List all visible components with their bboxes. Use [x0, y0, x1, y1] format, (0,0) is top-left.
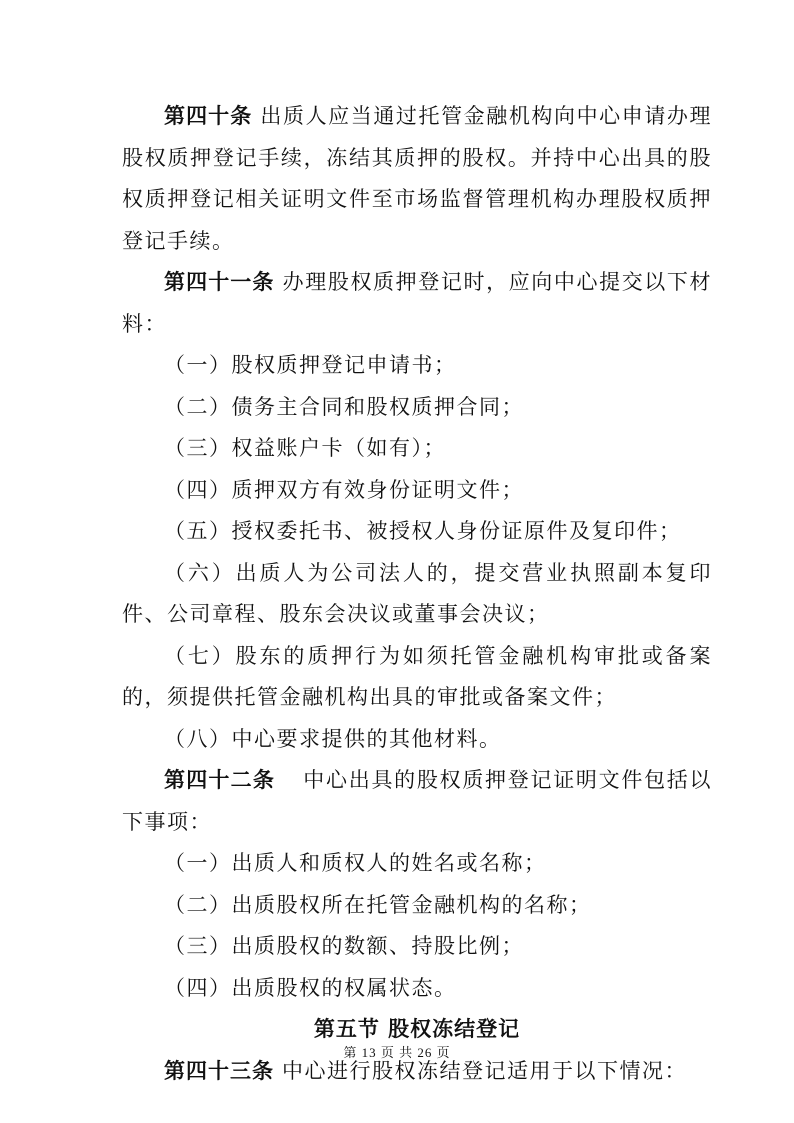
- list-item: （二）出质股权所在托管金融机构的名称；: [164, 892, 592, 917]
- article-heading: 第四十三条: [164, 1058, 274, 1083]
- list-item: （一）股权质押登记申请书；: [164, 353, 457, 377]
- page-number-footer: 第 13 页 共 26 页: [343, 1045, 451, 1060]
- list-item: （七）股东的质押行为如须托管金融机构审批或备案的，须提供托管金融机构出具的审批或备案文件；: [122, 643, 712, 709]
- article-heading: 第四十二条: [164, 768, 276, 792]
- list-item: （三）权益账户卡（如有）；: [164, 436, 446, 460]
- article-text: 出质人应当通过托管金融机构向中心申请办理股权质押登记手续，冻结其质押的股权。并持中心出具的股权质押登记相关证明文件至市场监督管理机构办理股权质押登记手续。: [122, 104, 713, 253]
- article-text: 中心进行股权冻结登记适用于以下情况：: [282, 1058, 687, 1083]
- list-item: （四）质押双方有效身份证明文件；: [164, 477, 524, 502]
- list-item: （八）中心要求提供的其他材料。: [164, 726, 502, 751]
- article-text: 中心出具的股权质押登记证明文件包括以下事项：: [122, 768, 713, 834]
- document-body: [122, 96, 712, 1092]
- article-heading: 第四十条: [164, 104, 253, 128]
- article-42: [122, 760, 712, 843]
- list-item: （三）出质股权的数额、持股比例；: [164, 934, 524, 958]
- article-40: [122, 96, 712, 262]
- list-item: （六）出质人为公司法人的，提交营业执照副本复印件、公司章程、股东会决议或董事会决议；: [122, 560, 712, 626]
- article-41: [122, 262, 712, 345]
- list-item: （五）授权委托书、被授权人身份证原件及复印件；: [164, 519, 682, 543]
- article-text: 办理股权质押登记时，应向中心提交以下材料：: [122, 270, 713, 336]
- article-heading: 第四十一条: [164, 270, 275, 294]
- list-item: （一）出质人和质权人的姓名或名称；: [164, 851, 547, 875]
- list-item: （四）出质股权的权属状态。: [164, 975, 457, 1000]
- list-item: （二）债务主合同和股权质押合同；: [164, 394, 524, 419]
- section-title: 第五节 股权冻结登记: [313, 1017, 521, 1041]
